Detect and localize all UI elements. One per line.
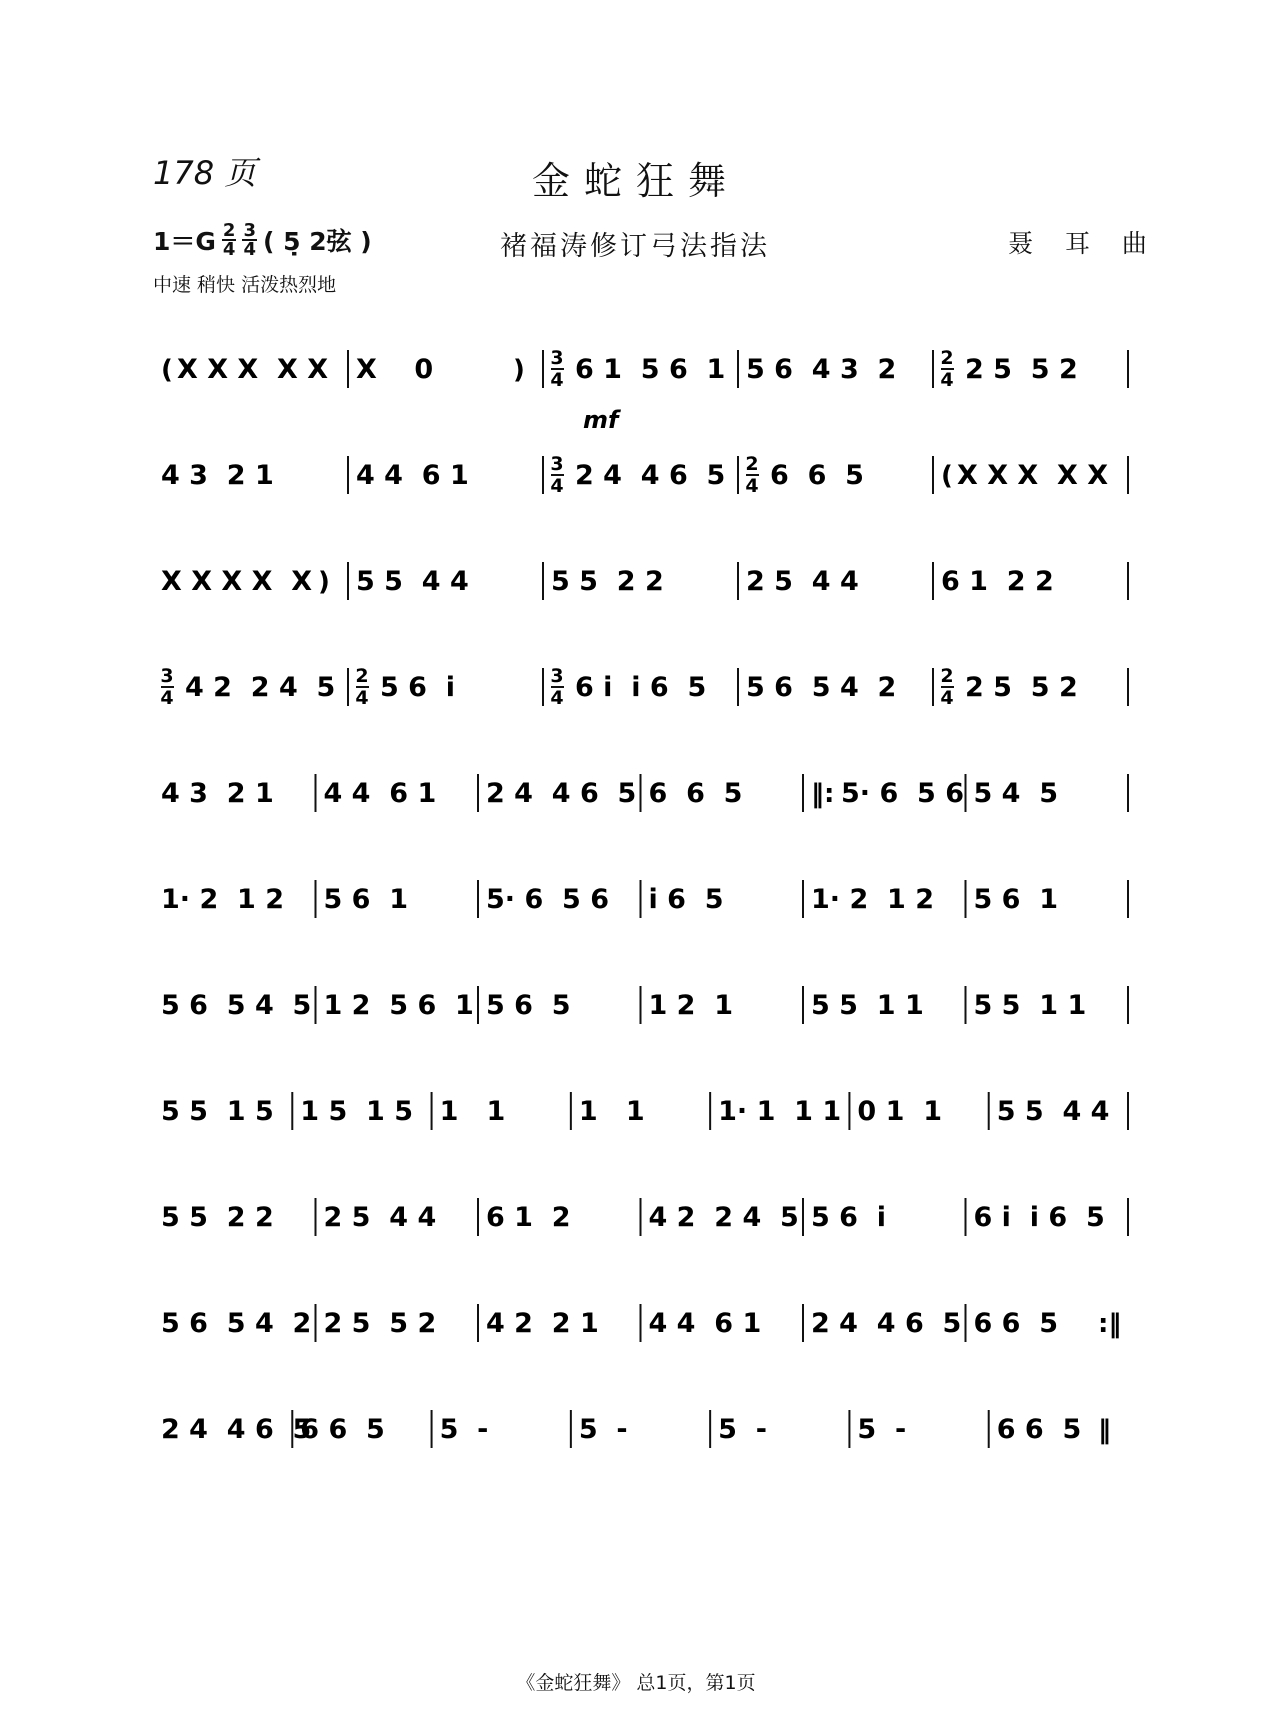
measure-notes: 5 6 5 4 2 bbox=[161, 1308, 312, 1339]
measure-notes: 5 6 5 bbox=[486, 990, 571, 1021]
measure-notes: 6 i i 6 5 bbox=[973, 1202, 1105, 1233]
measure-notes: 5 - bbox=[718, 1414, 767, 1445]
measure-notes: 4 2 2 1 bbox=[486, 1308, 599, 1339]
measure-notes: 4 3 2 1 bbox=[161, 460, 274, 491]
measure-prefix: ‖: bbox=[811, 779, 835, 809]
ts-denominator: 4 bbox=[550, 475, 564, 497]
measure-notes: 5· 6 5 6 bbox=[841, 778, 965, 809]
tempo-marking: 中速 稍快 活泼热烈地 bbox=[153, 274, 337, 296]
measure-notes: 6 6 5 bbox=[996, 1414, 1082, 1445]
measure-notes: 5 5 1 5 bbox=[161, 1096, 274, 1127]
page-footer: 《金蛇狂舞》 总1页，第1页 bbox=[516, 1672, 756, 1694]
revision-credit: 褚福涛修订弓法指法 bbox=[500, 231, 770, 262]
measure-notes: 4 2 2 4 5 bbox=[185, 672, 336, 703]
ts-numerator: 3 bbox=[550, 347, 564, 369]
time-signature-2: $\frac{3}{4}$ bbox=[243, 220, 256, 260]
ts-denominator: 4 bbox=[550, 369, 564, 391]
measure-notes: 4 2 2 4 5 bbox=[648, 1202, 799, 1233]
measure-notes: 5 6 1 bbox=[323, 884, 409, 915]
measure-notes: 2 5 5 2 bbox=[323, 1308, 437, 1339]
measure-notes: 5 6 4 3 2 bbox=[746, 354, 897, 385]
measure-notes: 2 4 4 6 5 bbox=[161, 1414, 312, 1445]
measure-notes: 2 5 5 2 bbox=[965, 672, 1078, 703]
measure-notes: X X X X X bbox=[161, 566, 313, 597]
ts-denominator: 4 bbox=[550, 687, 564, 709]
measure-notes: 5 6 5 4 2 bbox=[746, 672, 897, 703]
measure-notes: 2 5 5 2 bbox=[965, 354, 1078, 385]
measure-notes: X 0 bbox=[356, 354, 434, 385]
measure-notes: 4 4 6 1 bbox=[323, 778, 437, 809]
measure-notes: 6 6 5 bbox=[648, 778, 743, 809]
measure-notes: 6 6 5 bbox=[770, 460, 864, 491]
measure-suffix: ) bbox=[318, 567, 330, 597]
ts-numerator: 3 bbox=[550, 665, 564, 687]
measure-notes: 0 1 1 bbox=[857, 1096, 942, 1127]
ts-denominator: 4 bbox=[160, 687, 174, 709]
measure-notes: 1 1 bbox=[439, 1096, 506, 1127]
page-number: 178 页 bbox=[153, 154, 257, 192]
measure-notes: 1· 2 1 2 bbox=[811, 884, 935, 915]
measure-notes: 5 6 i bbox=[811, 1202, 887, 1233]
measure-notes: 1 1 bbox=[578, 1096, 645, 1127]
measure-notes: 5 - bbox=[578, 1414, 628, 1445]
measure-notes: 5 6 1 bbox=[973, 884, 1059, 915]
measure-notes: 6 1 2 bbox=[486, 1202, 571, 1233]
measure-notes: X X X X X bbox=[177, 354, 329, 385]
dynamic-mf: mf bbox=[583, 406, 619, 434]
measure-notes: 2 4 4 6 5 bbox=[575, 460, 726, 491]
measure-notes: 5· 6 5 6 bbox=[486, 884, 610, 915]
measure-notes: 1· 1 1 1 bbox=[718, 1096, 842, 1127]
ts-numerator: 2 bbox=[355, 665, 369, 687]
ts-denominator: 4 bbox=[940, 369, 954, 391]
measure-notes: 6 6 5 bbox=[973, 1308, 1059, 1339]
measure-notes: X X X X X bbox=[957, 460, 1109, 491]
string-tuning: ( 5̣ 2弦 ) bbox=[262, 227, 372, 256]
measure-notes: 6 1 5 6 1 bbox=[575, 354, 726, 385]
measure-suffix: :‖ bbox=[1098, 1309, 1122, 1339]
measure-notes: 2 4 4 6 5 bbox=[811, 1308, 962, 1339]
ts-denominator: 4 bbox=[940, 687, 954, 709]
measure-notes: 6 i i 6 5 bbox=[575, 672, 707, 703]
measure-notes: 2 5 4 4 bbox=[323, 1202, 437, 1233]
measure-notes: 5 - bbox=[439, 1414, 489, 1445]
measure-suffix: ‖ bbox=[1098, 1415, 1111, 1445]
measure-notes: 5 6 5 4 5 bbox=[161, 990, 312, 1021]
measure-notes: 1 5 1 5 bbox=[300, 1096, 414, 1127]
measure-notes: 5 5 1 1 bbox=[811, 990, 924, 1021]
ts-numerator: 2 bbox=[940, 665, 954, 687]
key-tonic: 1＝G bbox=[153, 227, 216, 256]
measure-prefix: ( bbox=[941, 461, 953, 491]
ts-numerator: 2 bbox=[745, 453, 759, 475]
measure-prefix: ( bbox=[161, 355, 173, 385]
measure-notes: 5 6 i bbox=[380, 672, 456, 703]
measure-notes: 4 4 6 1 bbox=[648, 1308, 762, 1339]
measure-notes: 5 5 2 2 bbox=[551, 566, 664, 597]
ts-numerator: 3 bbox=[160, 665, 174, 687]
measure-notes: i 6 5 bbox=[648, 884, 724, 915]
ts-numerator: 2 bbox=[940, 347, 954, 369]
measure-notes: 5 5 1 1 bbox=[973, 990, 1087, 1021]
measure-notes: 4 3 2 1 bbox=[161, 778, 274, 809]
measure-notes: 6 1 2 2 bbox=[941, 566, 1054, 597]
measure-notes: 5 - bbox=[857, 1414, 907, 1445]
measure-suffix: ) bbox=[513, 355, 525, 385]
measure-notes: 1 2 1 bbox=[648, 990, 734, 1021]
measure-notes: 2 5 4 4 bbox=[746, 566, 859, 597]
measure-notes: 5 5 4 4 bbox=[356, 566, 469, 597]
song-title: 金蛇狂舞 bbox=[531, 159, 740, 203]
measure-notes: 1· 2 1 2 bbox=[161, 884, 285, 915]
measure-notes: 5 5 2 2 bbox=[161, 1202, 274, 1233]
measure-notes: 4 4 6 1 bbox=[356, 460, 469, 491]
measure-notes: 6 6 5 bbox=[300, 1414, 385, 1445]
measure-notes: 1 2 5 6 1 bbox=[323, 990, 474, 1021]
time-signature-1: $\frac{2}{4}$ bbox=[222, 220, 236, 260]
ts-denominator: 4 bbox=[745, 475, 759, 497]
measure-notes: 5 4 5 bbox=[973, 778, 1059, 809]
measure-notes: 5 5 4 4 bbox=[996, 1096, 1110, 1127]
composer-credit: 聂 耳 曲 bbox=[1008, 229, 1159, 258]
ts-denominator: 4 bbox=[355, 687, 369, 709]
measure-notes: 2 4 4 6 5 bbox=[486, 778, 637, 809]
ts-numerator: 3 bbox=[550, 453, 564, 475]
